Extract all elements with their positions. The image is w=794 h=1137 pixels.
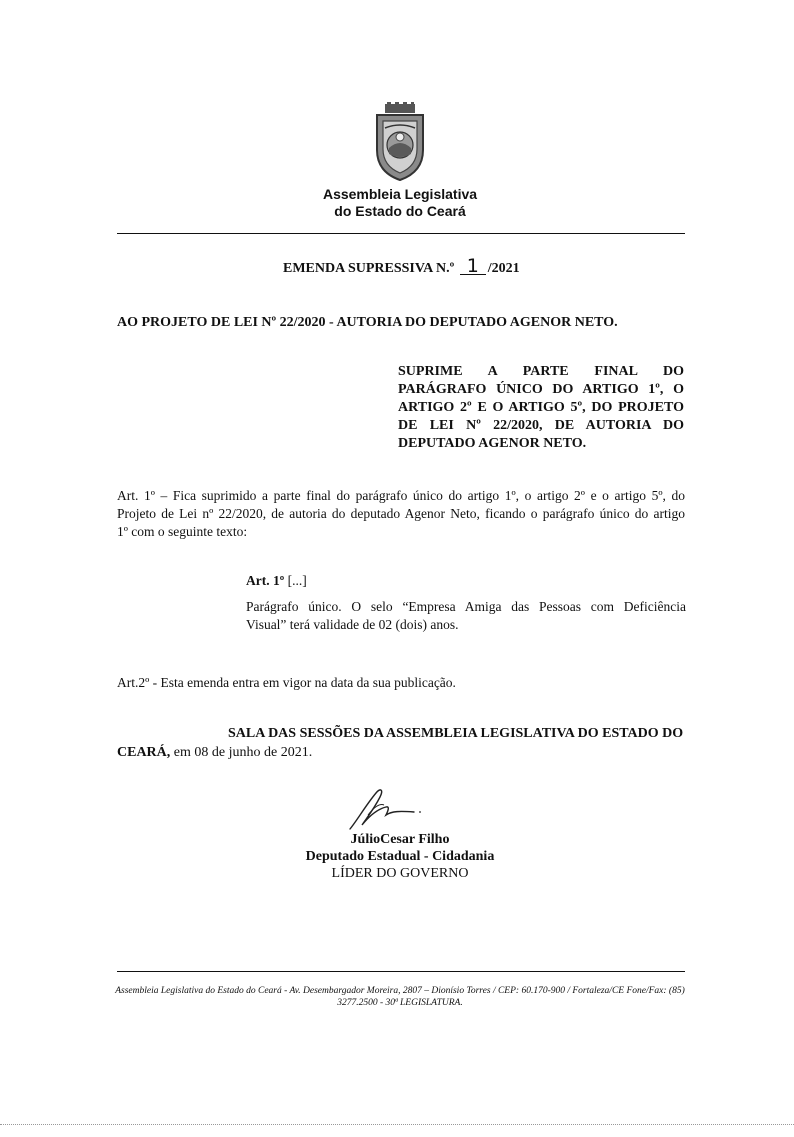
handwritten-signature — [340, 785, 430, 833]
institution-name-line1: Assembleia Legislativa — [322, 186, 478, 202]
signer-name: JúlioCesar Filho — [350, 832, 450, 847]
footer-divider — [117, 971, 685, 972]
scan-edge — [0, 1124, 794, 1125]
footer-line2: 3277.2500 - 30ª LEGISLATURA. — [337, 998, 463, 1008]
session-hall-line2 — [117, 743, 685, 762]
signer-role: Deputado Estadual - Cidadania — [305, 849, 495, 864]
session-hall-date: em 08 de junho de 2021. — [170, 745, 313, 760]
article-1-paragraph — [117, 487, 685, 541]
summary-line: ARTIGO 2º E O ARTIGO 5º, DO PROJETO — [398, 400, 684, 415]
quoted-article-label: Art. 1º — [246, 573, 285, 588]
summary-line: DEPUTADO AGENOR NETO. — [398, 436, 587, 451]
header-divider — [117, 233, 685, 234]
quoted-article-line: Visual” terá validade de 02 (dois) anos. — [246, 617, 459, 632]
article-1-line: Projeto de Lei nº 22/2020, de autoria do deputado Agenor Neto, ficando o parágrafo único do artigo — [117, 506, 685, 521]
footer-address — [110, 985, 690, 1009]
signer-title: LÍDER DO GOVERNO — [331, 866, 469, 881]
article-1-line: Art. 1º – Fica suprimido a parte final do parágrafo único do artigo 1º, o artigo 2º e o artigo 5º, do — [117, 488, 685, 503]
summary-line: SUPRIME A PARTE FINAL DO — [398, 364, 684, 379]
summary-line: DE LEI Nº 22/2020, DE AUTORIA DO — [398, 418, 684, 433]
institution-name-line2: do Estado do Ceará — [334, 203, 466, 219]
quoted-article-line: Parágrafo único. O selo “Empresa Amiga das Pessoas com Deficiência — [246, 599, 686, 614]
amendment-title — [283, 255, 520, 277]
quoted-article — [246, 572, 686, 634]
bill-reference: AO PROJETO DE LEI Nº 22/2020 - AUTORIA DO DEPUTADO AGENOR NETO. — [117, 315, 618, 330]
session-hall-state: CEARÁ, — [117, 745, 171, 760]
session-hall-line1: SALA DAS SESSÕES DA ASSEMBLEIA LEGISLATIVA DO ESTADO DO — [228, 726, 684, 741]
article-2-paragraph: Art.2º - Esta emenda entra em vigor na data da sua publicação. — [117, 675, 456, 690]
ceara-coat-of-arms-icon — [371, 102, 429, 182]
amendment-number: 1 — [460, 258, 486, 275]
quoted-article-heading — [246, 572, 686, 590]
session-hall-statement — [117, 724, 685, 762]
amendment-summary — [398, 363, 684, 453]
footer-line1: Assembleia Legislativa do Estado do Ceará - Av. Desembargador Moreira, 2807 – Dionísio Torres / CEP: 60.170-900 / Fortaleza/CE Fone/Fax: (85) — [115, 986, 685, 996]
quoted-article-ellipsis: [...] — [284, 573, 307, 588]
article-1-line: 1º com o seguinte texto: — [117, 524, 248, 539]
summary-line: PARÁGRAFO ÚNICO DO ARTIGO 1º, O — [398, 382, 684, 397]
amendment-year: /2021 — [487, 261, 520, 276]
amendment-title-prefix: EMENDA SUPRESSIVA N.º — [283, 261, 455, 276]
